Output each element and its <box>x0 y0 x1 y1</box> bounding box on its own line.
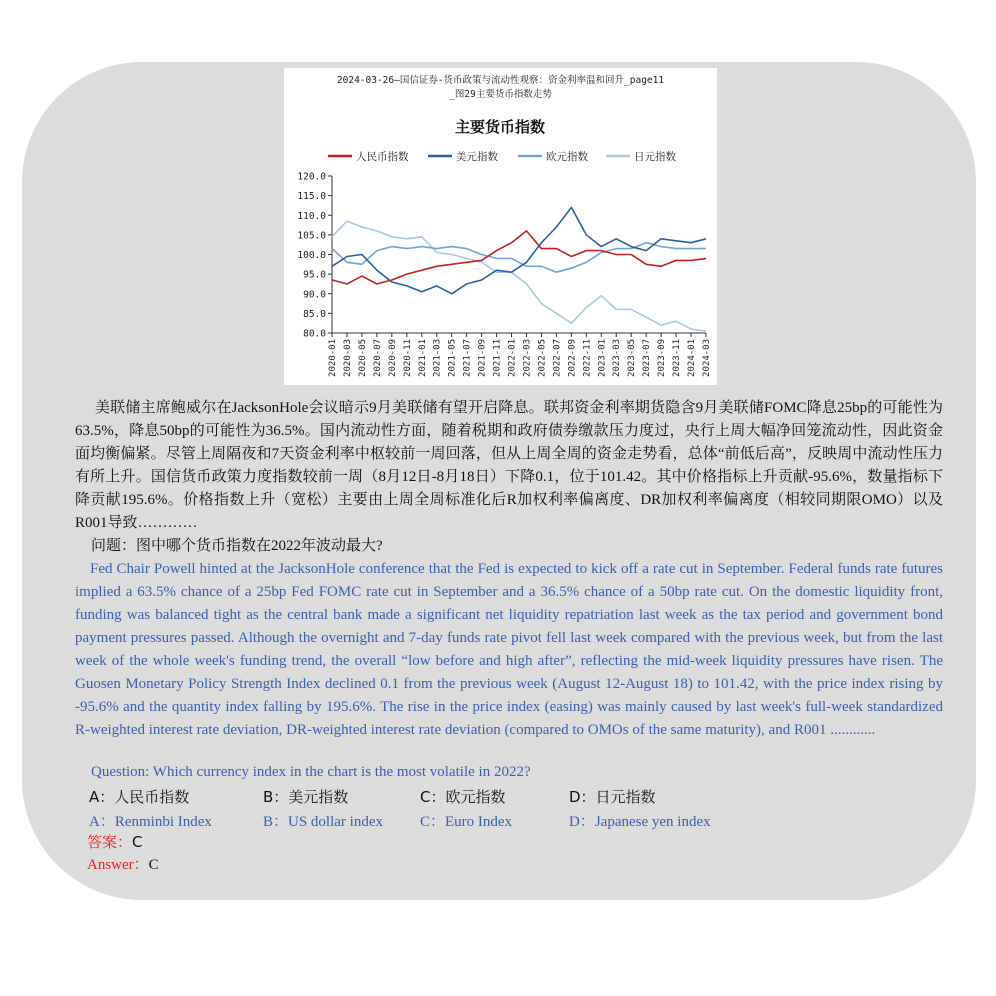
x-tick-label: 2021-11 <box>492 339 503 377</box>
chart-figure <box>284 68 717 385</box>
english-question: Question: Which currency index in the chart is the most volatile in 2022? <box>91 764 531 780</box>
x-tick-label: 2022-11 <box>582 339 593 377</box>
legend-label: 欧元指数 <box>546 151 588 163</box>
x-tick-label: 2023-05 <box>627 339 638 377</box>
chart-title: 主要货币指数 <box>454 118 546 136</box>
x-tick-label: 2023-03 <box>612 339 623 377</box>
y-tick-label: 120.0 <box>297 171 326 183</box>
option-d-cn[interactable]: D：日元指数 <box>569 788 656 806</box>
y-tick-label: 110.0 <box>297 210 326 222</box>
x-tick-label: 2022-09 <box>567 339 578 377</box>
chinese-paragraph: 美联储主席鲍威尔在JacksonHole会议暗示9月美联储有望开启降息。联邦资金利率期货隐含9月美联储FOMC降息25bp的可能性为63.5%，降息50bp的可能性为36.5%。国内流动性方面，随着税期和政府债券缴款压力度过，央行上周大幅净回笼流动性，因此资金面均衡偏紧。尽管上周隔夜和7天资金利率中枢较前一周回落，但从上周全周的资金走势看，总体“前低后高”，反映周中流动性压力有所上升。国信货币政策力度指数较前一周（8月12日-8月18日）下降0.1，位于101.42。其中价格指标上升贡献-95.6%，数量指标下降贡献195.6%。价格指数上升（宽松）主要由上周全周标准化后R加权利率偏离度、DR加权利率偏离度（相较同期限OMO）以及R001导致………… <box>75 400 943 531</box>
x-tick-label: 2024-01 <box>687 339 698 377</box>
option-b-cn[interactable]: B：美元指数 <box>263 788 349 806</box>
y-tick-label: 85.0 <box>303 308 326 320</box>
currency-index-chart <box>284 68 717 385</box>
x-tick-label: 2023-09 <box>657 339 668 377</box>
answer-en <box>87 853 159 874</box>
x-tick-label: 2020-01 <box>328 339 338 377</box>
chart-legend <box>328 150 676 163</box>
legend-label: 人民币指数 <box>356 151 409 163</box>
chinese-question: 问题：图中哪个货币指数在2022年波动最大? <box>91 538 383 554</box>
answer-en-value: C <box>148 857 159 873</box>
x-tick-label: 2021-09 <box>477 339 488 377</box>
series-line-1 <box>332 231 706 284</box>
x-tick-label: 2022-05 <box>537 339 548 377</box>
x-tick-label: 2020-07 <box>372 339 383 377</box>
x-tick-label: 2024-03 <box>702 339 712 377</box>
x-tick-label: 2021-07 <box>462 339 473 377</box>
x-tick-label: 2022-03 <box>522 339 533 377</box>
y-tick-label: 100.0 <box>297 250 326 261</box>
answer-cn-value: C <box>132 833 143 851</box>
y-tick-label: 105.0 <box>297 230 326 242</box>
x-tick-label: 2020-11 <box>402 339 413 377</box>
answer-cn-label: 答案： <box>87 833 133 851</box>
x-tick-label: 2020-09 <box>387 339 398 377</box>
legend-label: 日元指数 <box>634 151 676 163</box>
y-tick-label: 115.0 <box>297 191 326 203</box>
chart-axes <box>297 172 712 377</box>
answer-cn <box>87 831 143 852</box>
answer-en-label: Answer： <box>87 857 149 873</box>
option-b-en[interactable]: B：US dollar index <box>263 814 383 830</box>
figure-caption-line2: _图29主要货币指数走势 <box>449 89 552 100</box>
option-a-cn[interactable]: A：人民币指数 <box>89 788 190 806</box>
x-tick-label: 2022-07 <box>552 339 563 377</box>
x-tick-label: 2021-05 <box>447 339 458 377</box>
option-a-en[interactable]: A：Renminbi Index <box>89 814 212 830</box>
y-tick-label: 95.0 <box>303 269 326 281</box>
option-d-en[interactable]: D：Japanese yen index <box>569 814 711 830</box>
x-tick-label: 2020-05 <box>357 339 368 377</box>
option-c-cn[interactable]: C：欧元指数 <box>420 788 506 806</box>
y-tick-label: 90.0 <box>303 289 326 301</box>
legend-label: 美元指数 <box>456 151 498 163</box>
option-c-en[interactable]: C：Euro Index <box>420 814 513 830</box>
chart-lines <box>332 207 706 331</box>
x-tick-label: 2020-03 <box>342 339 353 377</box>
x-tick-label: 2021-03 <box>432 339 443 377</box>
y-tick-label: 80.0 <box>303 328 326 340</box>
x-tick-label: 2023-01 <box>597 339 608 377</box>
x-tick-label: 2023-11 <box>672 339 683 377</box>
x-tick-label: 2022-01 <box>507 339 518 377</box>
english-paragraph: Fed Chair Powell hinted at the JacksonHole conference that the Fed is expected to kick off a rate cut in September. Federal funds rate futures implied a 63.5% chance of a 25bp Fed FOMC rate cut in September and a 36.5% chance of a 50bp rate cut. On the domestic liquidity front, funding was balanced tight as the central bank made a significant net liquidity repatriation last week as the tax period and government bond payment pressures passed. Although the overnight and 7-day funds rate pivot fell last week compared with the previous week, but from the last week of the whole week's funding trend, the overall “low before and high after”, reflecting the mid-week liquidity pressures have risen. The Guosen Monetary Policy Strength Index declined 0.1 from the previous week (August 12-August 18) to 101.42, with the price index rising by -95.6% and the quantity index falling by 195.6%. The rise in the price index (easing) was mainly caused by last week's full-week standardized R-weighted interest rate deviation, DR-weighted interest rate deviation (compared to OMOs of the same maturity), and R001 ............ <box>75 561 943 738</box>
figure-caption-line1: 2024-03-26—国信证券-货币政策与流动性观察：资金利率温和回升_page11 <box>336 75 665 86</box>
x-tick-label: 2021-01 <box>417 339 428 377</box>
x-tick-label: 2023-07 <box>642 339 653 377</box>
